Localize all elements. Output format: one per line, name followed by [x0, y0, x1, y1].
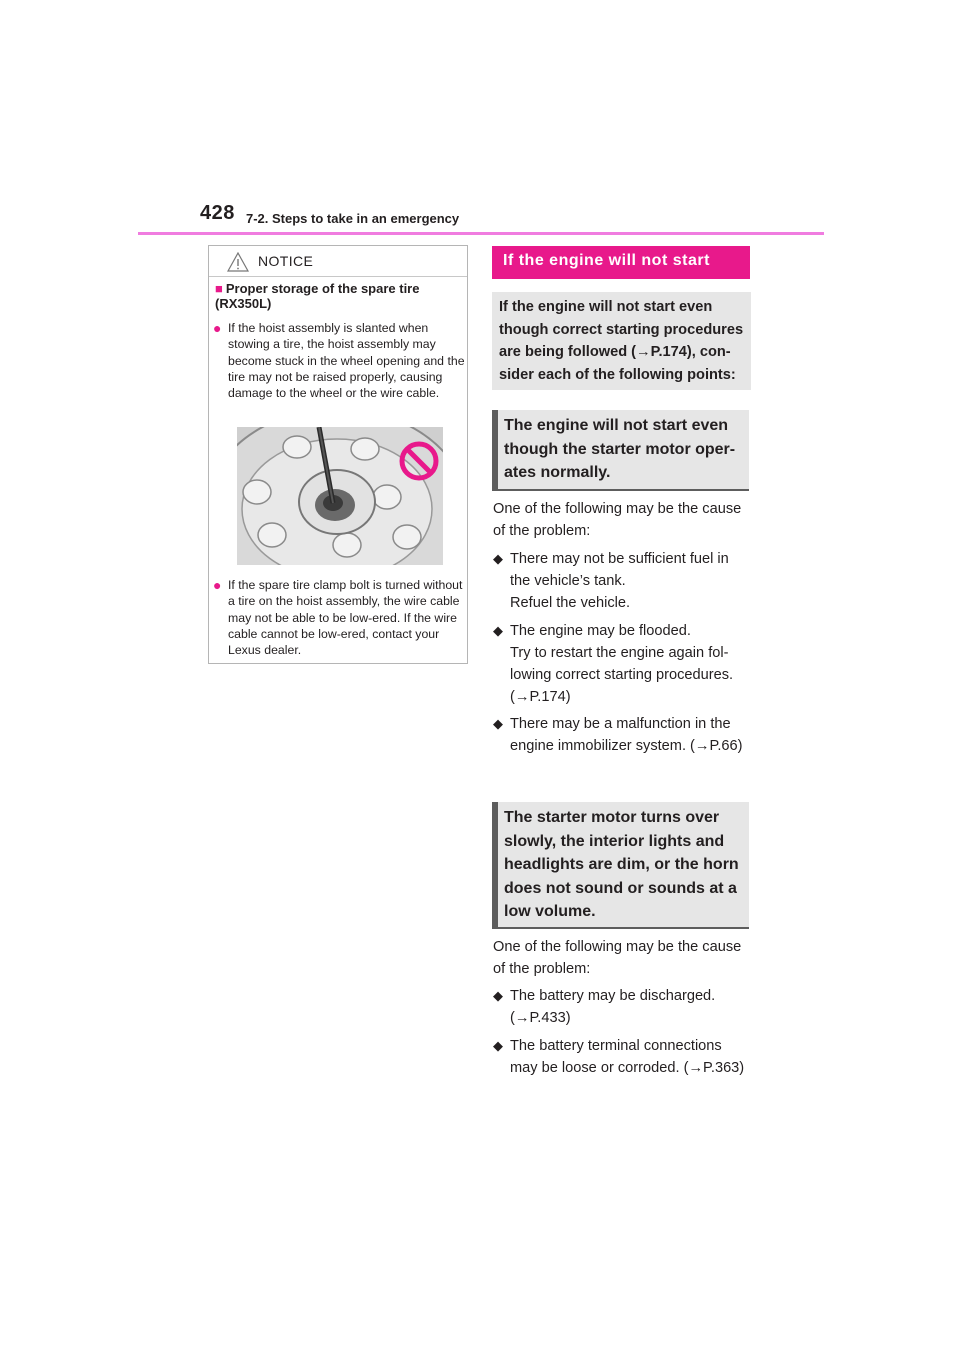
bullet-text: The battery terminal connections may be loose or corroded. (→P.363) [510, 1038, 745, 1076]
bullet-text: The battery may be discharged. (→P.433) [510, 988, 716, 1026]
wheel-illustration-icon [237, 427, 443, 565]
intro-box [492, 292, 751, 390]
bullet-item [493, 620, 751, 708]
notice-box [208, 245, 468, 664]
page-number: 428 [200, 202, 235, 224]
section-title: 7-2. Steps to take in an emergency [246, 211, 460, 226]
paragraph: One of the following may be the cause of the problem: [493, 501, 742, 539]
bullet-item [493, 548, 751, 614]
diamond-bullet-icon: ◆ [493, 551, 503, 566]
header-rule [138, 232, 824, 235]
paragraph: One of the following may be the cause of the problem: [493, 939, 742, 977]
diamond-bullet-icon: ◆ [493, 1038, 503, 1053]
notice-heading [215, 281, 465, 311]
diamond-bullet-icon: ◆ [493, 988, 503, 1003]
diamond-bullet-icon: ◆ [493, 716, 503, 731]
main-title-bar [492, 246, 750, 279]
subsection-heading-text: The engine will not start even though the starter motor oper-ates normally. [504, 417, 736, 481]
notice-title: NOTICE [258, 253, 314, 269]
notice-heading-text: Proper storage of the spare tire (RX350L) [215, 281, 420, 311]
bullet-text: The engine may be flooded. Try to restart the engine again fol-lowing correct starting procedures. (→P.174) [510, 623, 734, 705]
notice-bullet [213, 577, 465, 658]
notice-header [209, 246, 467, 277]
warning-triangle-icon [227, 252, 249, 272]
bullet-text: There may not be sufficient fuel in the vehicle’s tank. Refuel the vehicle. [510, 551, 729, 611]
intro-text: If the engine will not start even though correct starting procedures are being followed (→P.174), con-sider each of the following points: [499, 299, 744, 383]
bullet-item [493, 713, 751, 757]
square-bullet-icon: ■ [215, 281, 223, 296]
notice-bullet-text: If the spare tire clamp bolt is turned without a tire on the hoist assembly, the wire cable may not be able to be low-ered. If the wire cable cannot be low-ered, contact your Lexus dealer. [228, 578, 463, 658]
bullet-item [493, 1035, 751, 1079]
diamond-bullet-icon: ◆ [493, 623, 503, 638]
bullet-dot-icon: ● [213, 577, 222, 593]
bullet-text: There may be a malfunction in the engine immobilizer system. (→P.66) [510, 716, 743, 754]
main-title: If the engine will not start [503, 252, 710, 269]
spare-tire-illustration [237, 427, 443, 565]
subsection-heading [492, 802, 749, 929]
subsection-heading-text: The starter motor turns over slowly, the interior lights and headlights are dim, or the horn does not sound or sounds at a low volume. [504, 809, 739, 920]
subsection-heading [492, 410, 749, 491]
bullet-dot-icon: ● [213, 320, 222, 336]
notice-bullet [213, 320, 465, 401]
notice-bullet-text: If the hoist assembly is slanted when stowing a tire, the hoist assembly may become stuck in the wheel opening and the tire may not be raised properly, causing damage to the wheel or the wire cable. [228, 321, 465, 401]
bullet-item [493, 985, 751, 1029]
